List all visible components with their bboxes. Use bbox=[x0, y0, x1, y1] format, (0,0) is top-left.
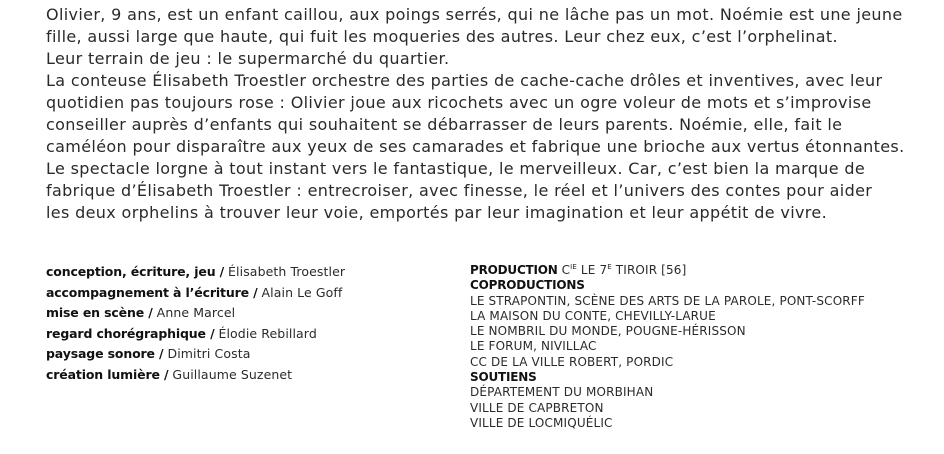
credit-person: Élisabeth Troestler bbox=[228, 264, 346, 279]
credit-person: Anne Marcel bbox=[156, 305, 236, 321]
production-heading: PRODUCTION bbox=[470, 263, 558, 277]
synopsis-line: fille, aussi large que haute, qui fuit les moqueries des autres. Leur chez eux, c’est l’orphelinat. bbox=[46, 27, 838, 46]
production-credits bbox=[470, 263, 865, 431]
credit-person: Alain Le Goff bbox=[261, 284, 343, 300]
coproduction-item: LE STRAPONTIN, SCÈNE DES ARTS DE LA PAROLE, PONT-SCORFF bbox=[470, 293, 865, 308]
coproductions-heading: COPRODUCTIONS bbox=[470, 278, 585, 293]
synopsis-line: caméléon pour disparaître aux yeux de ses camarades et fabrique une brioche aux vertus étonnantes. bbox=[46, 137, 905, 156]
credit-person: Élodie Rebillard bbox=[218, 325, 317, 341]
synopsis-line: Olivier, 9 ans, est un enfant caillou, aux poings serrés, qui ne lâche pas un mot. Noémie est une jeune bbox=[46, 5, 903, 24]
synopsis-line: Leur terrain de jeu : le supermarché du quartier. bbox=[46, 49, 450, 68]
credit-row bbox=[46, 344, 345, 365]
company-name bbox=[562, 263, 687, 277]
credit-person: Dimitri Costa bbox=[167, 346, 251, 362]
soutien-item: VILLE DE CAPBRETON bbox=[470, 400, 604, 415]
company-c-sup: IE bbox=[570, 263, 577, 271]
artistic-credits bbox=[46, 262, 345, 386]
soutiens-heading: SOUTIENS bbox=[470, 370, 537, 385]
company-c: C bbox=[561, 263, 571, 277]
synopsis-line: les deux orphelins à trouver leur voie, emportés par leur imagination et leur appétit de vivre. bbox=[46, 203, 828, 222]
credit-role: paysage sonore / bbox=[46, 346, 164, 362]
credit-role: accompagnement à l’écriture / bbox=[46, 284, 258, 300]
credit-row bbox=[46, 324, 345, 345]
credit-role: mise en scène / bbox=[46, 305, 153, 321]
credit-row bbox=[46, 365, 345, 386]
coproduction-item: LE NOMBRIL DU MONDE, POUGNE-HÉRISSON bbox=[470, 324, 746, 339]
credit-role: conception, écriture, jeu / bbox=[46, 264, 225, 279]
synopsis-line: La conteuse Élisabeth Troestler orchestre des parties de cache-cache drôles et inventives, avec leur bbox=[46, 71, 883, 90]
synopsis-line: Le spectacle lorgne à tout instant vers le fantastique, le merveilleux. Car, c’est bien la marque de bbox=[46, 159, 866, 178]
synopsis-line: conseiller auprès d’enfants qui souhaitent se débarrasser de leurs parents. Noémie, elle, fait le bbox=[46, 115, 843, 134]
credit-row bbox=[46, 283, 345, 304]
soutien-item: DÉPARTEMENT DU MORBIHAN bbox=[470, 385, 654, 400]
coproduction-item: LE FORUM, NIVILLAC bbox=[470, 339, 597, 354]
synopsis-line: quotidien pas toujours rose : Olivier joue aux ricochets avec un ogre voleur de mots et s’improvise bbox=[46, 93, 872, 112]
company-7-sup: E bbox=[607, 263, 612, 271]
credit-person: Guillaume Suzenet bbox=[172, 366, 293, 382]
synopsis-line: fabrique d’Élisabeth Troestler : entrecroiser, avec finesse, le réel et l’univers des contes pour aider bbox=[46, 181, 873, 200]
synopsis-text bbox=[46, 4, 926, 224]
credit-role: regard chorégraphique / bbox=[46, 325, 215, 341]
credit-row bbox=[46, 303, 345, 324]
coproduction-item: LA MAISON DU CONTE, CHEVILLY-LARUE bbox=[470, 308, 716, 323]
soutien-item: VILLE DE LOCMIQUÉLIC bbox=[470, 415, 613, 430]
coproduction-item: CC DE LA VILLE ROBERT, PORDIC bbox=[470, 354, 674, 369]
production-line bbox=[470, 263, 865, 278]
company-rest: TIROIR [56] bbox=[611, 263, 687, 277]
credit-role: création lumière / bbox=[46, 366, 169, 382]
company-le: LE 7 bbox=[576, 263, 608, 277]
credit-row bbox=[46, 262, 345, 283]
